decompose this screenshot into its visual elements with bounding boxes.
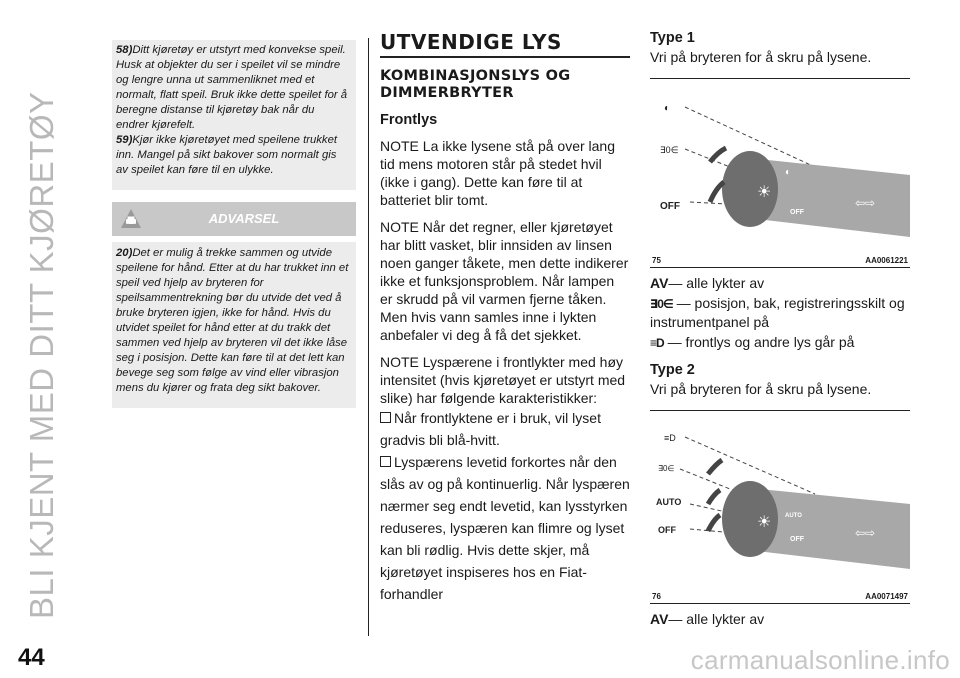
note-bulbs: NOTE Lyspærene i frontlykter med høy intensitet (hvis kjøretøyet er utstyrt med slike) har følgende karakteristikker:: [380, 354, 626, 406]
figure-75: [650, 78, 910, 268]
svg-text:◐: ◐: [785, 167, 792, 178]
svg-text:◐: ◐: [664, 103, 671, 114]
left-column: [112, 40, 356, 408]
light-switch-illustration-auto: [650, 419, 910, 579]
legend-off: AV— alle lykter av: [650, 275, 765, 291]
page-number: 44: [18, 644, 45, 671]
parking-lights-icon: ∃0∈: [650, 297, 673, 311]
svg-text:OFF: OFF: [790, 536, 804, 543]
side-title: BLI KJENT MED DITT KJØRETØY: [23, 91, 60, 619]
svg-text:⇦⇨: ⇦⇨: [855, 526, 876, 540]
svg-text:☀: ☀: [757, 514, 772, 531]
checkbox-icon: [380, 412, 391, 423]
svg-text:OFF: OFF: [660, 201, 680, 212]
svg-text:AUTO: AUTO: [785, 513, 802, 519]
checkbox-icon: [380, 456, 391, 467]
type1-text: Vri på bryteren for å skru på lysene.: [650, 49, 872, 65]
section-heading: UTVENDIGE LYS: [380, 30, 630, 58]
type1-title: Type 1: [650, 30, 695, 46]
svg-text:≡D: ≡D: [664, 433, 676, 443]
figure-76: [650, 410, 910, 604]
legend-off-type2: AV— alle lykter av: [650, 611, 765, 627]
note-58: 58)Ditt kjøretøy er utstyrt med konvekse speil. Husk at objekter du ser i speilet vil se mindre og lengre unna ut sammenliknet med et normalt, flatt speil. Bruk ikke dette speilet for å beregne distanse til kjøretøy bak når du endrer kjørefelt.: [116, 44, 348, 131]
figure-number: 76: [652, 592, 661, 601]
figure-code: AA0071497: [865, 592, 908, 601]
type2-title: Type 2: [650, 362, 695, 378]
column-divider: [368, 38, 369, 636]
section-title: Frontlys: [380, 112, 438, 128]
svg-text:OFF: OFF: [790, 209, 804, 216]
svg-text:AUTO: AUTO: [656, 497, 682, 507]
figure-code: AA0061221: [865, 256, 908, 265]
note-fog: NOTE Når det regner, eller kjøretøyet har blitt vasket, blir innsiden av linsen noen ganger tåkete, men dette indikerer ikke et funksjonsproblem. Når lampen er skrudd på vil varmen fjerne tåken. Men hvis vann samles inne i lykten anbefaler vi deg å få det sjekket.: [380, 219, 629, 343]
headlight-icon: ≡D: [650, 336, 664, 350]
notes-box: [112, 40, 356, 190]
legend-position: ∃0∈ — posisjon, bak, registreringsskilt og instrumentpanel på: [650, 295, 905, 330]
warning-header: [112, 202, 356, 236]
svg-text:∃0∈: ∃0∈: [658, 464, 675, 473]
legend-headlights: ≡D — frontlys og andre lys går på: [650, 334, 855, 350]
bullet-lifetime: Lyspærens levetid forkortes når den slås av og på kontinuerlig. Når lyspæren nærmer seg endt levetid, kan lysstyrken reduseres, lyspæren kan flimre og lyset kan bli rødlig. Hvis dette skjer, må kjøretøyet inspiseres hos en Fiat-forhandler: [380, 454, 630, 602]
light-switch-illustration: [650, 87, 910, 247]
svg-text:⇦⇨: ⇦⇨: [855, 196, 876, 210]
middle-column: [380, 30, 630, 605]
svg-text:☀: ☀: [757, 184, 772, 201]
svg-text:∃0∈: ∃0∈: [660, 145, 679, 155]
figure-number: 75: [652, 256, 661, 265]
right-column: [650, 30, 910, 628]
watermark: carmanualsonline.info: [690, 645, 950, 675]
type2-text: Vri på bryteren for å skru på lysene.: [650, 381, 872, 397]
bullet-blue-white: Når frontlyktene er i bruk, vil lyset gradvis bli blå-hvitt.: [380, 410, 601, 448]
svg-text:OFF: OFF: [658, 525, 676, 535]
note-59: 59)Kjør ikke kjøretøyet med speilene trukket inn. Mangel på sikt bakover som normalt gis av speilet kan føre til en ulykke.: [116, 134, 337, 176]
warning-title: ADVARSEL: [208, 211, 280, 226]
note-battery: NOTE La ikke lysene stå på over lang tid mens motoren står på stedet hvil (ikke i gang). Dette kan føre til at batteriet blir tomt.: [380, 138, 616, 208]
warning-box: 20)Det er mulig å trekke sammen og utvide speilene for hånd. Etter at du har trukket inn et speil ved hjelp av bryteren for speilsammentrekning bør du utvide det ved å bruke bryteren igjen, ikke for hånd. Hvis du utvidet speilet for hånd etter at du trakk det sammen ved hjelp av bryteren vil det ikke låse seg i posisjon. Dette kan føre til at det lett kan bevege seg som følge av vind eller vibrasjon mens du kjører og frata deg sikt bakover.: [112, 242, 356, 408]
subheading: KOMBINASJONSLYS OG DIMMERBRYTER: [380, 68, 571, 101]
